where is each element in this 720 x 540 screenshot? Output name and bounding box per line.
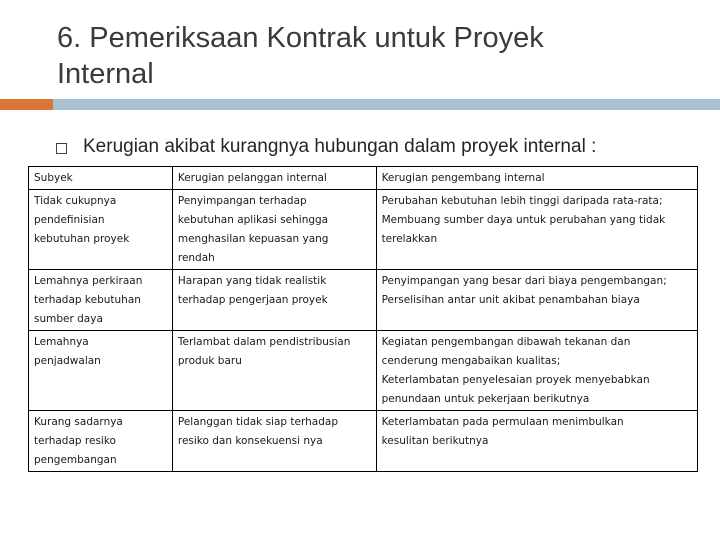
square-bullet-icon — [56, 143, 67, 154]
bullet-point — [56, 136, 596, 158]
cell-line: Perselisihan antar unit akibat penambahan biaya — [381, 294, 640, 306]
table-cell-subject — [29, 190, 173, 270]
cell-line: terhadap pengerjaan proyek — [177, 294, 328, 306]
cell-line: Harapan yang tidak realistik — [177, 275, 327, 287]
cell-line: penundaan untuk pekerjaan berikutnya — [381, 393, 590, 405]
cell-line: pengembangan — [34, 454, 117, 466]
loss-table — [28, 166, 698, 472]
cell-line: kebutuhan aplikasi sehingga — [177, 214, 329, 226]
table-cell-developer-loss — [376, 270, 697, 331]
cell-line: Terlambat dalam pendistribusian — [177, 336, 351, 348]
header-subyek: Subyek — [29, 167, 173, 190]
header-kerugian-pengembang: Kerugian pengembang internal — [376, 167, 697, 190]
cell-line: Lemahnya perkiraan — [34, 275, 143, 287]
table-cell-subject — [29, 331, 173, 411]
cell-line: Kegiatan pengembangan dibawah tekanan dan — [381, 336, 631, 348]
table-cell-developer-loss — [376, 411, 697, 472]
table-cell-customer-loss — [172, 331, 376, 411]
cell-line: Penyimpangan terhadap — [177, 195, 307, 207]
cell-line: terhadap resiko — [34, 435, 116, 447]
table-cell-customer-loss — [172, 270, 376, 331]
table-cell-subject — [29, 270, 173, 331]
table-cell-developer-loss — [376, 331, 697, 411]
cell-line: Kurang sadarnya — [34, 416, 123, 428]
table-cell-subject — [29, 411, 173, 472]
header-kerugian-pelanggan: Kerugian pelanggan internal — [172, 167, 376, 190]
table-row — [29, 331, 698, 411]
table-cell-customer-loss — [172, 411, 376, 472]
table-header-row — [29, 167, 698, 190]
cell-line: Pelanggan tidak siap terhadap — [177, 416, 338, 428]
cell-line: penjadwalan — [34, 355, 101, 367]
cell-line: terhadap kebutuhan — [34, 294, 141, 306]
cell-line: kesulitan berikutnya — [381, 435, 489, 447]
cell-line: Tidak cukupnya — [34, 195, 117, 207]
accent-bar — [0, 99, 53, 110]
cell-line: menghasilan kepuasan yang — [177, 233, 329, 245]
cell-line: sumber daya — [34, 313, 103, 325]
cell-line: Penyimpangan yang besar dari biaya pengembangan; — [381, 275, 667, 287]
table-cell-developer-loss — [376, 190, 697, 270]
cell-line: kebutuhan proyek — [34, 233, 130, 245]
cell-line: cenderung mengabaikan kualitas; — [381, 355, 561, 367]
cell-line: Membuang sumber daya untuk perubahan yang tidak — [381, 214, 666, 226]
cell-line: produk baru — [177, 355, 242, 367]
cell-line: Keterlambatan penyelesaian proyek menyebabkan — [381, 374, 650, 386]
cell-line: resiko dan konsekuensi nya — [177, 435, 323, 447]
title-underline-bar — [53, 99, 720, 110]
table-row — [29, 411, 698, 472]
slide-title-line-2: Internal — [57, 58, 154, 90]
table-row — [29, 190, 698, 270]
cell-line: pendefinisian — [34, 214, 105, 226]
slide-title — [57, 20, 657, 92]
cell-line: terelakkan — [381, 233, 438, 245]
cell-line: Perubahan kebutuhan lebih tinggi daripada rata-rata; — [381, 195, 663, 207]
slide-title-line-1: 6. Pemeriksaan Kontrak untuk Proyek — [57, 22, 544, 54]
cell-line: Keterlambatan pada permulaan menimbulkan — [381, 416, 624, 428]
cell-line: rendah — [177, 252, 215, 264]
bullet-text: Kerugian akibat kurangnya hubungan dalam proyek internal : — [83, 136, 597, 157]
table-cell-customer-loss — [172, 190, 376, 270]
table-row — [29, 270, 698, 331]
cell-line: Lemahnya — [34, 336, 89, 348]
